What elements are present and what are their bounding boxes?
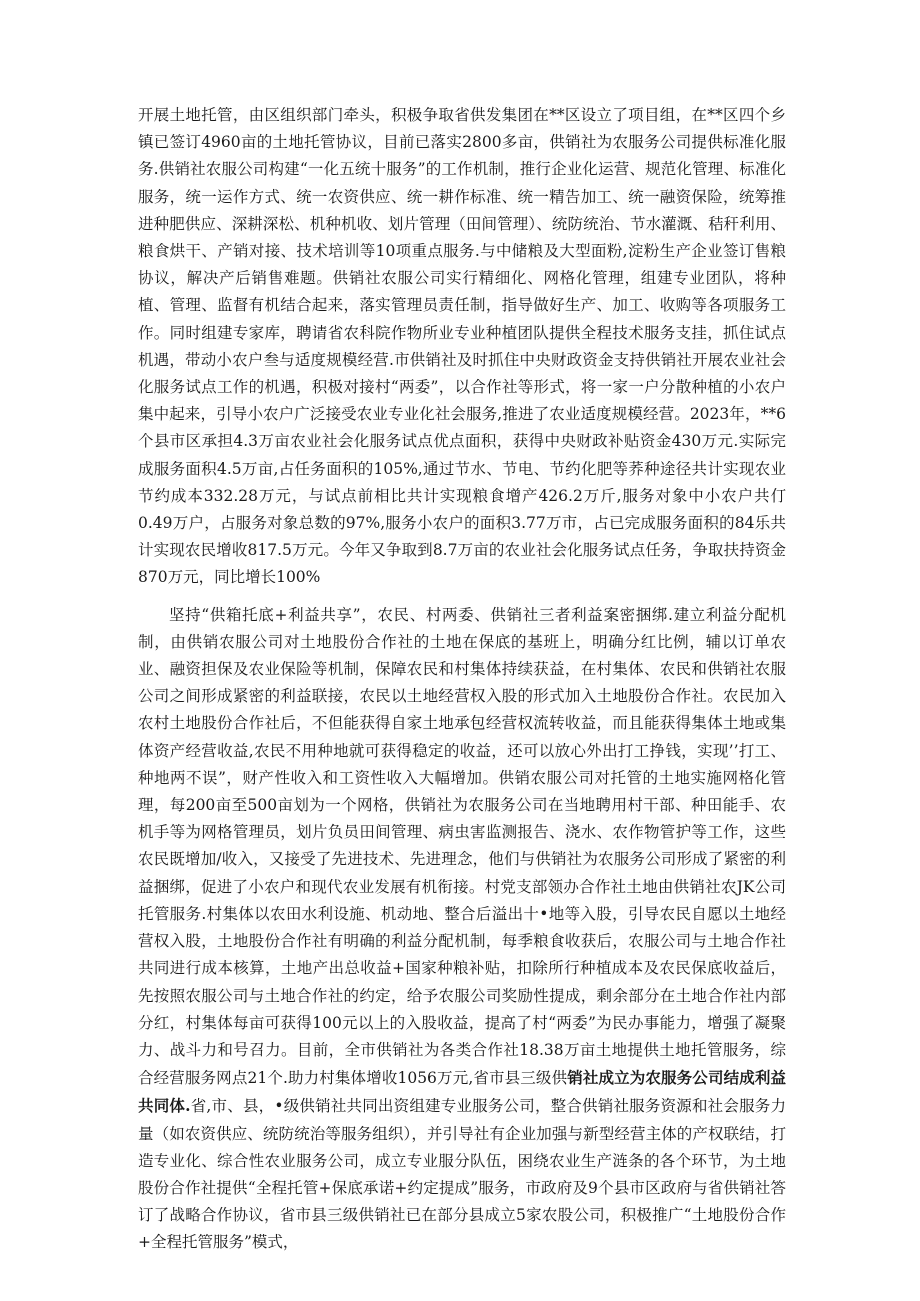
- bold-emphasis-text: 销社成立为农服务公司结成利益共同体.: [138, 1068, 786, 1116]
- paragraph-text: 坚持“供箱托底+利益共享”，农民、村两委、供销社三者利益案密捆绑.建立利益分配机制，由供销农服公司对土地股份合作社的土地在保底的基班上，明确分红比例，辅以订单农业、融资担保及农业保险等机制，保障农民和村集体持续获益，在村集体、农民和供销社农服公司之间形成紧密的利益联接，农民以土地经营权入股的形式加入土地股份合作社。农民加入农村土地股份合作社后，不但能获得自家土地承包经营权流转收益，而且能获得集体土地或集体资产经营收益,农民不用种地就可获得稳定的收益，还可以放心外出打工挣钱，实现’’打工、种地两不误”，财产性收入和工资性收入大幅增加。供销农服公司对托管的土地实施网格化管理，每200亩至500亩划为一个网格，供销社为农服务公司在当地聘用村干部、种田能手、农机手等为网格管理员，划片负员田间管理、病虫害监测报告、浇水、农作物管护等工作，这些农民既增加/收入，又接受了先进技术、先进理念，他们与供销社为农服务公司形成了紧密的利益捆绑，促进了小农户和现代农业发展有机衔接。村党支部领办合作社土地由供销社农JK公司托管服务.村集体以农田水利设施、机动地、整合后溢出十•地等入股，引导农民自愿以土地经营权入股，土地股份合作社有明确的利益分配机制，每季粮食收获后，农服公司与土地合作社共同进行成本核算，土地产出总收益+国家种粮补贴，扣除所行种植成本及农民保底收益后，先按照农服公司与土地合作社的约定，给予农服公司奖励性提成，剩余部分在土地合作社内部分红，村集体每亩可获得100元以上的入股收益，提高了村“两委”为民办事能力，增强了凝聚力、战斗力和号召力。目前，全市供销社为各类合作社18.38万亩土地提供土地托管服务，综合经营服务网点21个.助力村集体增收1056万元,省市县三级供: [138, 605, 786, 1088]
- paragraph-land-trusteeship: [138, 102, 786, 592]
- paragraph-text: 开展土地托管，由区组织部门牵头，积极争取省供发集团在**区设立了项目组，在**区四个乡镇已签订4960亩的土地托管协议，目前已落实2800多亩，供销社为农服务公司提供标准化服务.供销社农服公司构建“一化五统十服务”的工作机制，推行企业化运营、规范化管理、标准化服务，统一运作方式、统一农资供应、统一耕作标准、统一精告加工、统一融资保险，统筹推进种肥供应、深耕深松、机种机收、划片管理（田间管理）、统防统治、节水灌溉、秸秆利用、粮食烘干、产销对接、技术培训等10项重点服务.与中储粮及大型面粉,淀粉生产企业签订售粮协议，解决产后销售难题。供销社农服公司实行精细化、网格化管理，组建专业团队，将种植、管理、监督有机结合起来，落实管理员责任制，指导做好生产、加工、收购等各项服务工作。同时组建专家库，聘请省农科院作物所业专业种植团队提供全程技术服务支挂，抓住试点机遇，带动小农户叁与适度规模经营.市供销社及时抓住中央财政资金支持供销社开展农业社会化服务试点工作的机遇，积极对接村“两委”，以合作社等形式，将一家一户分散种植的小农户集中起来，引导小农户广泛接受农业专业化社会服务,推进了农业适度规模经营。2023年，**6个县市区承担4.3万亩农业社会化服务试点优点面积，获得中央财政补贴资金430万元.实际完成服务面积4.5万亩,占任务面积的105%,通过节水、节电、节约化肥等荞种途径共计实现农业节约成本332.28万元，与试点前相比共计实现粮食增产426.2万斤,服务对象中小农户共仃0.49万户，占服务对象总数的97%,服务小农户的面积3.77万市，占已完成服务面积的84乐共计实现农民增收817.5万元。今年又争取到8.7万亩的农业社会化服务试点任务，争取扶持资金870万元，同比增长100%: [138, 106, 786, 587]
- paragraph-text: 省,市、县，•级供销社共同出资组建专业服务公司，整合供销社服务资源和社会服务力量（如农资供应、统防统治等服务组织），并引导社有企业加强与新型经营主体的产权联结，打造专业化、综合性农业服务公司，成立专业服分队伍，困绕农业生产涟条的各个环节，为土地股份合作社提供“全程托管+保底承诺+约定提成”服务，市政府及9个县市区政府与省供销社答订了战略合作协议，省市县三级供销社已在部分县成立5家农股公司，积极推广“土地股份合作+全程托管服务”模式，: [138, 1097, 786, 1252]
- document-body: [138, 102, 786, 1257]
- paragraph-benefit-sharing: [138, 602, 786, 1257]
